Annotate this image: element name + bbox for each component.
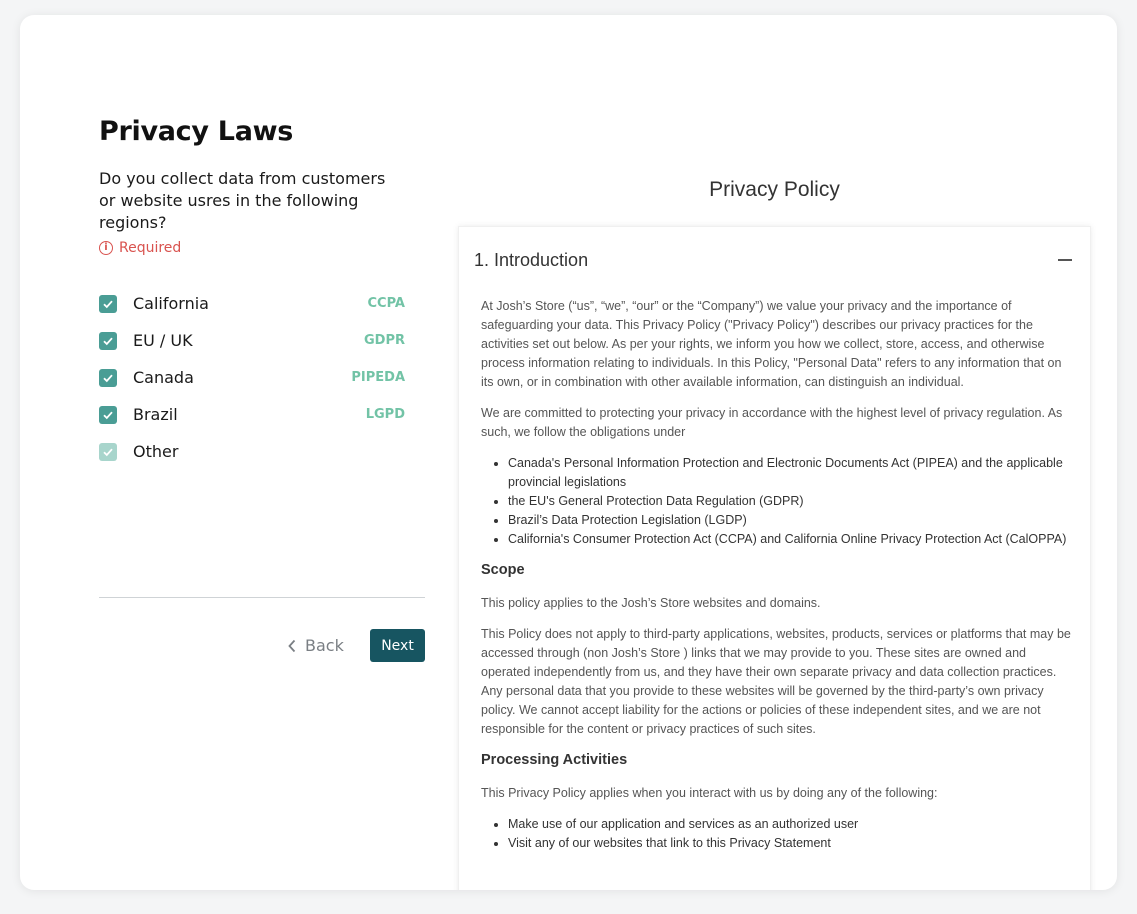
processing-heading: Processing Activities xyxy=(481,752,628,768)
obligations-list xyxy=(508,454,1071,549)
checkbox-checked-icon[interactable] xyxy=(99,443,117,461)
policy-content xyxy=(481,297,1071,865)
region-label: California xyxy=(133,294,209,313)
region-list xyxy=(99,285,425,470)
region-law-badge: CCPA xyxy=(367,296,405,311)
privacy-card xyxy=(20,15,1117,890)
list-item: • the EU's General Protection Data Regulation (GDPR) xyxy=(508,492,1071,511)
privacy-laws-panel xyxy=(99,15,425,890)
list-item: • Canada's Personal Information Protection and Electronic Documents Act (PIPEA) and the applicable provincial legislations xyxy=(508,454,1071,492)
accordion-header-introduction[interactable] xyxy=(474,247,1072,273)
activities-list xyxy=(508,815,1071,853)
list-item: • Make use of our application and services as an authorized user xyxy=(508,815,1071,834)
next-button[interactable]: Next xyxy=(370,629,425,662)
list-item: • Visit any of our websites that link to this Privacy Statement xyxy=(508,834,1071,853)
accordion-title: 1. Introduction xyxy=(474,249,589,270)
region-label: EU / UK xyxy=(133,331,193,350)
policy-paragraph: We are committed to protecting your privacy in accordance with the highest level of privacy regulation. As such, we follow the obligations under xyxy=(481,406,1063,439)
policy-paragraph: At Josh’s Store (“us”, “we”, “our” or the “Company”) we value your privacy and the importance of safeguarding your data. This Privacy Policy ("Privacy Policy") describes our privacy practices for the activities set out below. As per your rights, we inform you how we collect, store, access, and otherwise process information relating to individuals. In this Policy, "Personal Data" refers to any information that on its own, or in combination with other available information, can distinguish an individual. xyxy=(481,299,1062,389)
collapse-icon[interactable] xyxy=(1058,259,1072,261)
region-label: Brazil xyxy=(133,405,178,424)
checkbox-checked-icon[interactable] xyxy=(99,406,117,424)
divider xyxy=(99,597,425,598)
list-item: • California's Consumer Protection Act (CCPA) and California Online Privacy Protection Act (CalOPPA) xyxy=(508,530,1071,549)
scope-heading: Scope xyxy=(481,562,525,578)
policy-paragraph: This Privacy Policy applies when you interact with us by doing any of the following: xyxy=(481,786,938,800)
region-other[interactable] xyxy=(99,433,425,470)
required-label: Required xyxy=(119,240,182,256)
region-california[interactable] xyxy=(99,285,425,322)
chevron-left-icon xyxy=(287,639,297,653)
region-law-badge: GDPR xyxy=(364,333,405,348)
checkbox-checked-icon[interactable] xyxy=(99,295,117,313)
list-item: • Brazil’s Data Protection Legislation (LGDP) xyxy=(508,511,1071,530)
policy-heading: Privacy Policy xyxy=(709,178,840,201)
policy-paragraph: This Policy does not apply to third-party applications, websites, products, services or platforms that may be accessed through (non Josh’s Store ) links that we may provide to you. These sites are owned and operated independently from us, and they have their own separate privacy and data collection practices. Any personal data that you provide to these websites will be governed by the third-party’s own privacy policy. We cannot accept liability for the actions or policies of these independent sites, and we are not responsible for the content or privacy practices of such sites. xyxy=(481,627,1071,736)
region-canada[interactable] xyxy=(99,359,425,396)
checkbox-checked-icon[interactable] xyxy=(99,332,117,350)
region-law-badge: LGPD xyxy=(365,407,405,422)
required-indicator xyxy=(99,240,181,256)
region-question: Do you collect data from customers or website usres in the following regions? xyxy=(99,169,386,232)
back-label: Back xyxy=(305,636,344,655)
policy-paragraph: This policy applies to the Josh’s Store websites and domains. xyxy=(481,596,821,610)
region-brazil[interactable] xyxy=(99,396,425,433)
info-icon: i xyxy=(99,241,113,255)
policy-panel[interactable] xyxy=(458,226,1091,890)
back-button[interactable] xyxy=(287,629,344,662)
region-label: Canada xyxy=(133,368,194,387)
page-title: Privacy Laws xyxy=(99,116,294,147)
checkbox-checked-icon[interactable] xyxy=(99,369,117,387)
region-eu-uk[interactable] xyxy=(99,322,425,359)
region-law-badge: PIPEDA xyxy=(351,370,405,385)
region-label: Other xyxy=(133,442,179,461)
